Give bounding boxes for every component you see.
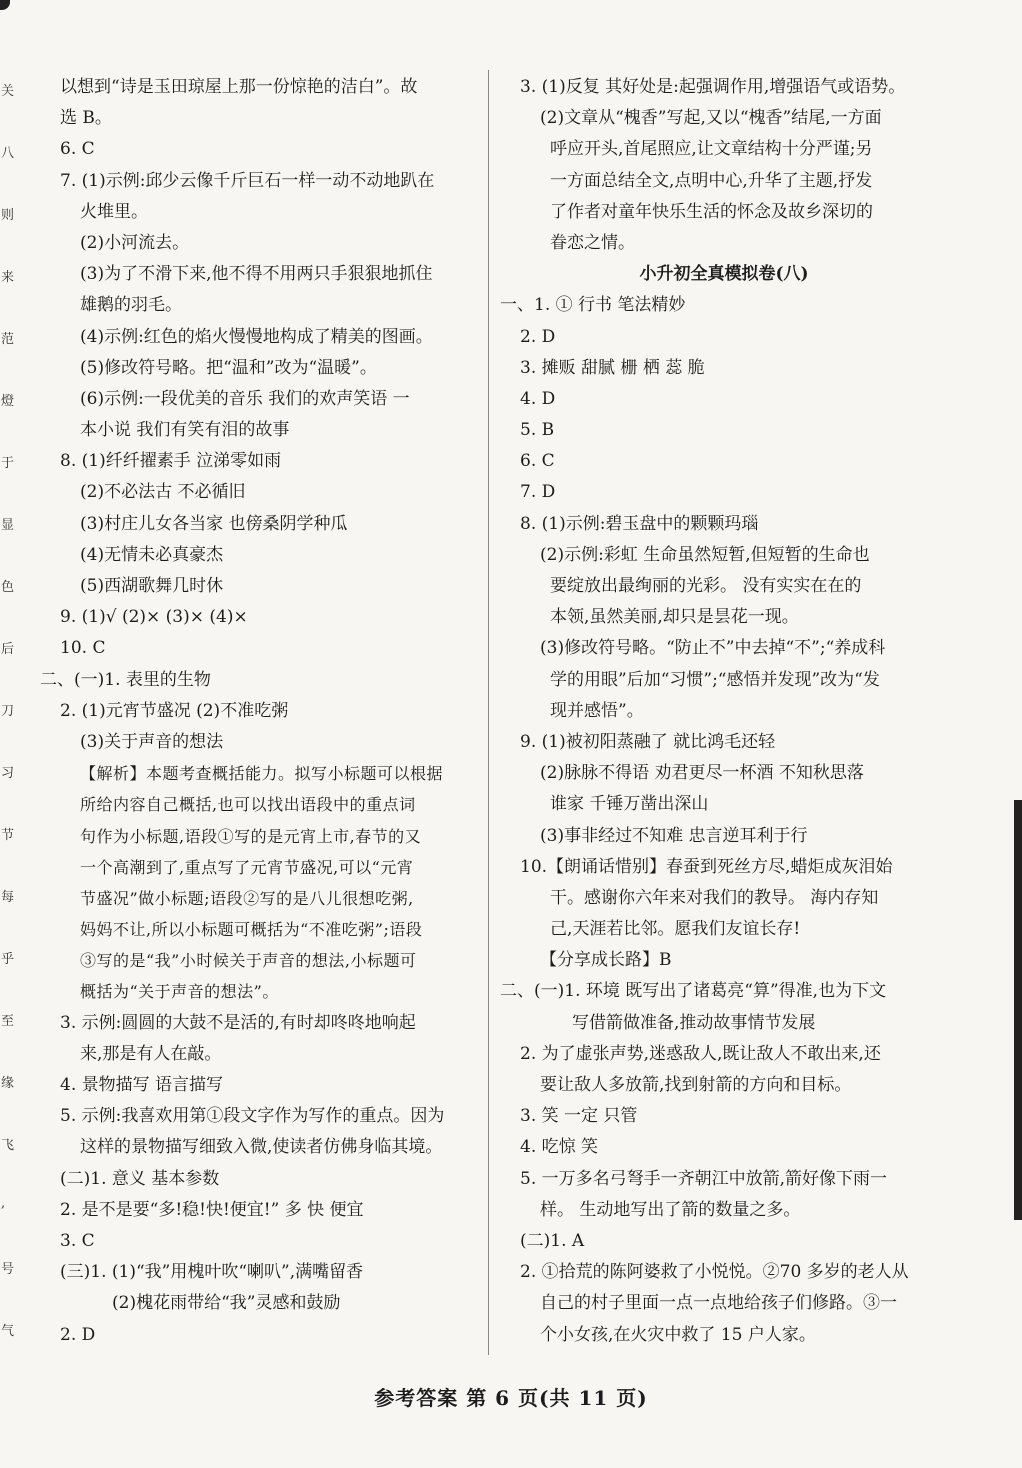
left-line: 概括为“关于声音的想法”。 — [80, 982, 279, 1002]
left-line: (3)村庄儿女各当家 也傍桑阴学种瓜 — [80, 513, 348, 534]
right-line: 6. C — [520, 451, 555, 472]
right-line: (3)事非经过不知难 忠言逆耳利于行 — [540, 825, 808, 846]
edge-char: 显 — [1, 518, 15, 533]
right-line: 【分享成长路】B — [540, 950, 672, 971]
left-line: 选 B。 — [60, 108, 112, 129]
left-line: (5)西湖歌舞几时休 — [80, 576, 224, 596]
right-line: 2. 为了虚张声势,迷惑敌人,既让敌人不敢出来,还 — [520, 1043, 881, 1064]
right-line: 要绽放出最绚丽的光彩。 没有实实在在的 — [550, 576, 862, 596]
right-line: 5. B — [520, 420, 555, 441]
left-line: (2)小河流去。 — [80, 232, 190, 253]
right-line: 现并感悟”。 — [550, 700, 644, 721]
edge-char: 每 — [1, 890, 15, 905]
page-footer: 参考答案 第 6 页(共 11 页) — [374, 1386, 648, 1410]
left-line: 所给内容自己概括,也可以找出语段中的重点词 — [80, 795, 416, 815]
edge-char: 来 — [1, 270, 15, 285]
edge-char: 色 — [1, 580, 15, 595]
right-line: 8. (1)示例:碧玉盘中的颗颗玛瑙 — [520, 513, 759, 534]
edge-char: 刀 — [1, 704, 15, 719]
left-line: 5. 示例:我喜欢用第①段文字作为写作的重点。因为 — [60, 1106, 445, 1127]
right-line: 本领,虽然美丽,却只是昙花一现。 — [550, 607, 799, 628]
left-line: (2)不必法古 不必循旧 — [80, 482, 246, 503]
edge-char: 八 — [1, 146, 15, 161]
left-line: 3. C — [60, 1230, 95, 1251]
right-line: 己,天涯若比邻。愿我们友谊长存! — [550, 919, 801, 940]
edge-char: 飞 — [1, 1138, 15, 1153]
right-line: 呼应开头,首尾照应,让文章结构十分严谨;另 — [550, 139, 873, 160]
left-line: 妈妈不让,所以小标题可概括为“不准吃粥”;语段 — [80, 920, 423, 940]
right-line: 干。感谢你六年来对我们的教导。 海内存知 — [550, 887, 879, 908]
edge-char: 至 — [1, 1014, 15, 1029]
left-line: (6)示例:一段优美的音乐 我们的欢声笑语 一 — [80, 388, 410, 409]
right-line: 样。 生动地写出了箭的数量之多。 — [540, 1199, 801, 1220]
corner-mark — [0, 0, 10, 10]
edge-mark — [1014, 800, 1022, 1220]
right-line: 学的用眼”后加“习惯”;“感悟并发现”改为“发 — [550, 669, 880, 690]
right-line: 了作者对童年快乐生活的怀念及故乡深切的 — [550, 201, 873, 222]
right-line: 4. D — [520, 388, 556, 409]
right-line: 9. (1)被初阳蒸融了 就比鸿毛还轻 — [520, 731, 776, 752]
right-line: (3)修改符号略。“防止不”中去掉“不”;“养成科 — [540, 638, 886, 659]
edge-char: 缘 — [1, 1076, 15, 1091]
right-line: 谁家 千锤万凿出深山 — [550, 794, 709, 815]
right-line: 3. 摊贩 甜腻 栅 栖 蕊 脆 — [520, 357, 705, 378]
left-line: 10. C — [60, 638, 106, 659]
right-line: 3. 笑 一定 只管 — [520, 1106, 638, 1127]
left-line: (三)1. (1)“我”用槐叶吹“喇叭”,满嘴留香 — [60, 1262, 364, 1283]
left-line: 9. (1)√ (2)× (3)× (4)× — [60, 607, 248, 628]
right-line: 2. D — [520, 326, 556, 347]
left-line: 二、(一)1. 表里的生物 — [40, 669, 211, 690]
right-line: 一方面总结全文,点明中心,升华了主题,抒发 — [550, 170, 873, 191]
left-line: (2)槐花雨带给“我”灵感和鼓励 — [112, 1293, 341, 1314]
edge-char: 于 — [1, 456, 15, 471]
left-line: 4. 景物描写 语言描写 — [60, 1075, 224, 1095]
left-line: 一个高潮到了,重点写了元宵节盛况,可以“元宵 — [80, 857, 414, 877]
left-line: 火堆里。 — [80, 201, 148, 222]
right-line: 个小女孩,在火灾中救了 15 户人家。 — [540, 1324, 816, 1345]
edge-char: 范 — [1, 332, 15, 347]
right-line: 一、1. ① 行书 笔法精妙 — [500, 295, 686, 316]
edge-char: 号 — [1, 1262, 15, 1277]
left-line: 3. 示例:圆圆的大鼓不是活的,有时却咚咚地响起 — [60, 1012, 416, 1033]
left-line: 7. (1)示例:邱少云像千斤巨石一样一动不动地趴在 — [60, 170, 435, 191]
left-line: 来,那是有人在敲。 — [80, 1043, 222, 1064]
right-line: (2)文章从“槐香”写起,又以“槐香”结尾,一方面 — [540, 108, 882, 129]
left-line: ③写的是“我”小时候关于声音的想法,小标题可 — [80, 951, 417, 971]
edge-char: 后 — [1, 642, 15, 657]
left-line: 【解析】本题考查概括能力。拟写小标题可以根据 — [80, 764, 444, 784]
column-divider — [488, 70, 489, 1355]
left-line: (二)1. 意义 基本参数 — [60, 1168, 220, 1189]
left-line: 雄鹅的羽毛。 — [80, 295, 182, 316]
right-line: 要让敌人多放箭,找到射箭的方向和目标。 — [540, 1075, 852, 1095]
right-line: 10.【朗诵话惜别】春蚕到死丝方尽,蜡炬成灰泪始 — [520, 856, 893, 877]
right-line: 3. (1)反复 其好处是:起强调作用,增强语气或语势。 — [520, 77, 906, 97]
right-line: (2)脉脉不得语 劝君更尽一杯酒 不知秋思落 — [540, 763, 864, 784]
edge-char: , — [1, 1196, 6, 1211]
left-line: 节盛况”做小标题;语段②写的是八儿很想吃粥, — [80, 888, 414, 908]
right-line: 5. 一万多名弓弩手一齐朝江中放箭,箭好像下雨一 — [520, 1168, 888, 1189]
edge-char: 则 — [1, 208, 15, 223]
right-column — [500, 72, 948, 1351]
left-line: (4)示例:红色的焰火慢慢地构成了精美的图画。 — [80, 326, 433, 347]
left-column — [40, 72, 480, 1351]
right-line: (2)示例:彩虹 生命虽然短暂,但短暂的生命也 — [540, 544, 870, 565]
adjacent-page-edge — [0, 60, 16, 1370]
left-line: 2. D — [60, 1324, 96, 1345]
right-line: 4. 吃惊 笑 — [520, 1137, 599, 1158]
right-line: 自己的村子里面一点一点地给孩子们修路。③一 — [540, 1293, 897, 1314]
edge-char: 节 — [1, 828, 15, 843]
right-line: 二、(一)1. 环境 既写出了诸葛亮“算”得准,也为下文 — [500, 981, 887, 1002]
edge-char: 习 — [1, 766, 15, 781]
left-line: 2. (1)元宵节盛况 (2)不准吃粥 — [60, 700, 289, 721]
left-line: 8. (1)纤纤擢素手 泣涕零如雨 — [60, 451, 282, 472]
left-line: (3)关于声音的想法 — [80, 731, 224, 752]
right-line: 眷恋之情。 — [550, 232, 635, 253]
left-line: 6. C — [60, 139, 95, 160]
edge-char: 关 — [1, 84, 15, 99]
left-line: 2. 是不是要“多!稳!快!便宜!” 多 快 便宜 — [60, 1199, 364, 1220]
left-line: 以想到“诗是玉田琼屋上那一份惊艳的洁白”。故 — [60, 77, 418, 97]
right-line: (二)1. A — [520, 1230, 585, 1251]
left-line: 句作为小标题,语段①写的是元宵上市,春节的又 — [80, 826, 422, 846]
edge-char: 乎 — [1, 952, 15, 967]
edge-char: 燈 — [1, 394, 15, 409]
left-line: (4)无情未必真豪杰 — [80, 544, 224, 565]
left-line: 这样的景物描写细致入微,使读者仿佛身临其境。 — [80, 1137, 443, 1158]
edge-char: 气 — [1, 1324, 15, 1339]
right-line: 写借箭做准备,推动故事情节发展 — [572, 1012, 816, 1033]
left-line: 本小说 我们有笑有泪的故事 — [80, 420, 290, 441]
left-line: (5)修改符号略。把“温和”改为“温暖”。 — [80, 357, 377, 378]
left-line: (3)为了不滑下来,他不得不用两只手狠狠地抓住 — [80, 264, 433, 285]
right-line: 2. ①拾荒的陈阿婆救了小悦悦。②70 多岁的老人从 — [520, 1262, 909, 1283]
right-line: 小升初全真模拟卷(八) — [639, 264, 809, 285]
right-line: 7. D — [520, 482, 556, 503]
